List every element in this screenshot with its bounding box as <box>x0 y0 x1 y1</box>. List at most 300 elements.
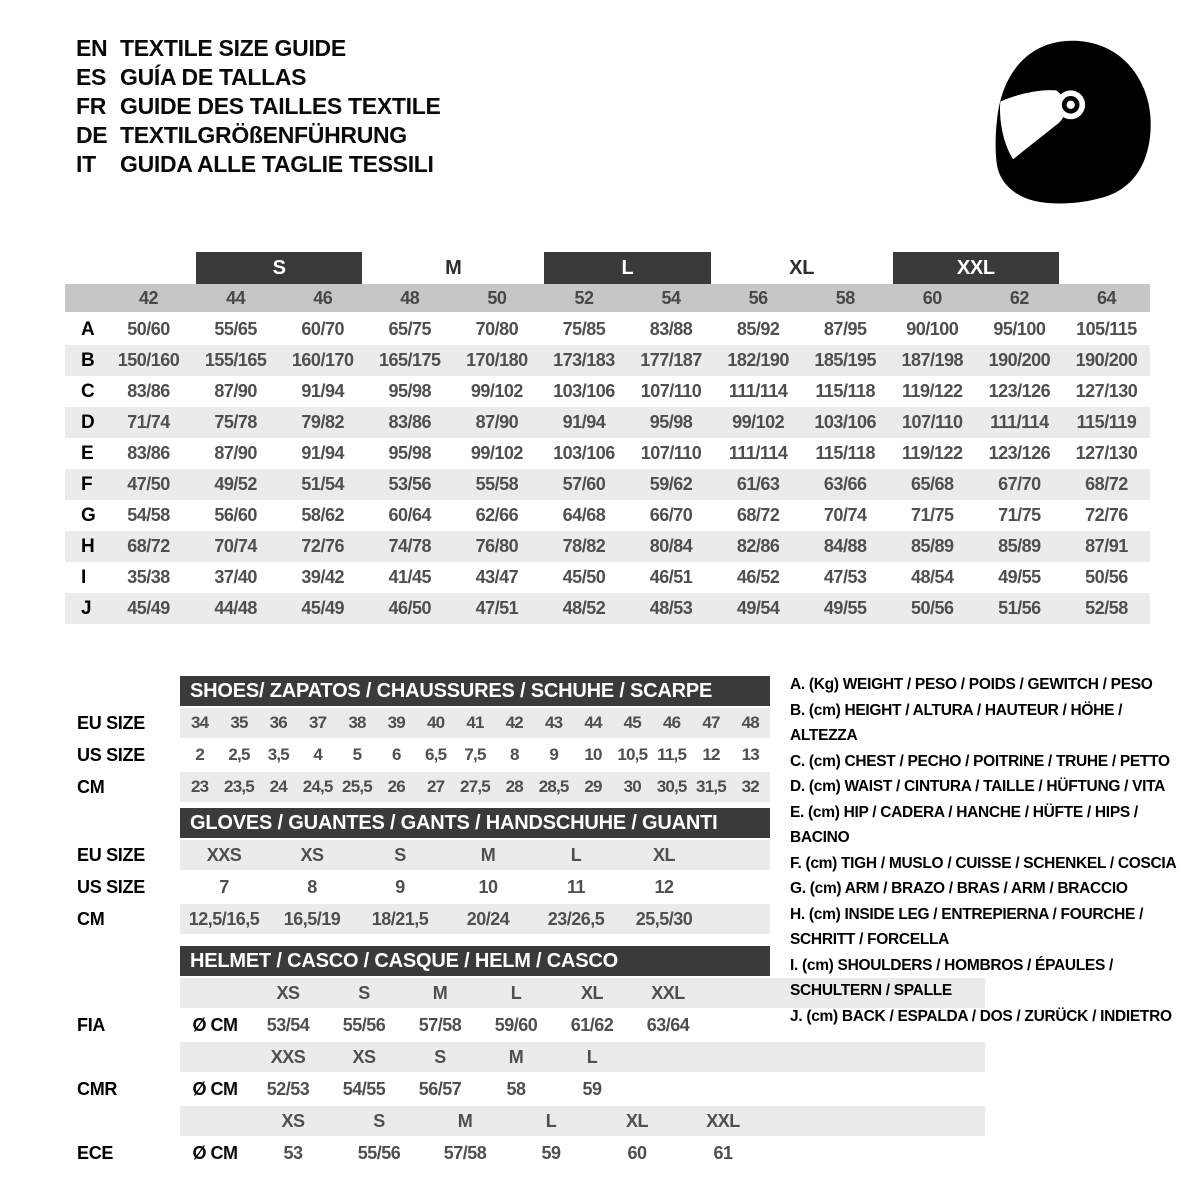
legend-item: F. (cm) TIGH / MUSLO / CUISSE / SCHENKEL / COSCIA <box>790 854 1177 872</box>
cell-value: 42 <box>505 713 523 732</box>
language-title: GUIDA ALLE TAGLIE TESSILI <box>120 151 434 177</box>
cell-value: 34 <box>191 713 209 732</box>
measure-value: 45/49 <box>301 598 344 618</box>
cell-value: 23,5 <box>224 777 254 796</box>
helmet-size-row <box>65 1106 1165 1136</box>
measure-value: 60/64 <box>388 505 432 525</box>
measure-value: 87/90 <box>475 412 519 432</box>
measure-row-e <box>65 438 1150 469</box>
cell-value: 12 <box>654 876 674 897</box>
row-band <box>180 708 770 738</box>
measure-letter: D <box>81 411 95 433</box>
cell-value: XL <box>652 844 675 865</box>
row-band <box>180 772 770 802</box>
measure-value: 87/90 <box>214 443 257 463</box>
measure-value: 51/54 <box>301 474 344 494</box>
cell-value: 27,5 <box>460 777 490 796</box>
row-label: CM <box>77 776 105 797</box>
helmet-value: 58 <box>506 1078 526 1099</box>
measure-value: 80/84 <box>649 536 693 556</box>
measure-value: 70/80 <box>475 319 519 339</box>
helmet-size-label: S <box>358 982 370 1003</box>
helmet-size-label: L <box>586 1046 598 1067</box>
measure-value: 47/50 <box>127 474 170 494</box>
measure-value: 71/75 <box>998 505 1041 525</box>
measure-row-j <box>65 593 1150 624</box>
helmet-value-row-ece <box>65 1138 1165 1168</box>
measure-value: 103/106 <box>553 443 615 463</box>
measure-row-d <box>65 407 1150 438</box>
cell-value: 6 <box>391 745 401 764</box>
cell-value: XS <box>300 844 324 865</box>
measure-value: 50/56 <box>911 598 954 618</box>
measure-value: 119/122 <box>902 381 963 401</box>
measure-value: 46/51 <box>649 567 693 587</box>
cell-value: 27 <box>427 777 445 796</box>
measure-letter: C <box>81 380 95 402</box>
measure-value: 111/114 <box>990 412 1049 432</box>
legend-item: A. (Kg) WEIGHT / PESO / POIDS / GEWITCH / PESO <box>790 676 1153 693</box>
row-label <box>65 1106 180 1136</box>
cell-value: 48 <box>741 713 759 732</box>
language-code: ES <box>76 64 107 90</box>
measure-letter: F <box>81 473 93 495</box>
helmet-value: 57/58 <box>443 1142 487 1163</box>
measure-value: 48/53 <box>649 598 693 618</box>
helmet-size-label: XL <box>625 1110 648 1131</box>
measure-value: 71/75 <box>911 505 954 525</box>
measure-row-g <box>65 500 1150 531</box>
size-number: 56 <box>748 287 768 308</box>
measure-value: 85/89 <box>998 536 1041 556</box>
helmet-size-band <box>180 1042 985 1072</box>
racing-helmet-icon <box>975 36 1160 204</box>
measure-value: 46/52 <box>736 567 780 587</box>
standard-label: FIA <box>77 1014 106 1035</box>
helmet-size-label: M <box>457 1110 473 1131</box>
language-title: TEXTILGRÖßENFÜHRUNG <box>120 122 407 148</box>
measure-row-h <box>65 531 1150 562</box>
size-number: 62 <box>1009 287 1029 308</box>
helmet-value: 55/56 <box>357 1142 401 1163</box>
helmet-value: 57/58 <box>418 1014 462 1035</box>
measure-value: 49/54 <box>736 598 780 618</box>
measure-letter: I <box>81 566 86 588</box>
measure-value: 72/76 <box>1085 505 1128 525</box>
legend-item: J. (cm) BACK / ESPALDA / DOS / ZURÜCK / INDIETRO <box>790 1007 1172 1025</box>
language-titles <box>76 34 441 179</box>
size-number: 64 <box>1096 287 1116 308</box>
cell-value: 16,5/19 <box>283 908 341 929</box>
cell-value: 43 <box>545 713 563 732</box>
helmet-size-label: XXL <box>706 1110 740 1131</box>
measure-value: 68/72 <box>127 536 170 556</box>
cell-value: 7 <box>219 876 229 897</box>
helmet-size-row <box>65 1042 1165 1072</box>
measure-value: 43/47 <box>475 567 519 587</box>
cell-value: 18/21,5 <box>371 908 429 929</box>
language-row <box>76 63 441 92</box>
row-label <box>65 1042 180 1072</box>
measure-value: 60/70 <box>301 319 344 339</box>
measure-value: 105/115 <box>1076 319 1137 339</box>
cell-value: L <box>570 844 582 865</box>
size-band-row <box>65 252 1150 284</box>
measure-value: 91/94 <box>562 412 606 432</box>
cell-value: 44 <box>584 713 602 732</box>
measure-value: 83/88 <box>649 319 693 339</box>
size-number: 58 <box>835 287 855 308</box>
cell-value: 3,5 <box>267 745 289 764</box>
measure-value: 46/50 <box>388 598 432 618</box>
measure-value: 49/55 <box>998 567 1041 587</box>
measure-value: 182/190 <box>727 350 789 370</box>
measure-value: 107/110 <box>640 443 702 463</box>
measure-value: 95/98 <box>388 381 432 401</box>
helmet-value: 53 <box>283 1142 303 1163</box>
measure-value: 55/65 <box>214 319 257 339</box>
helmet-value-band <box>180 1138 770 1168</box>
helmet-value: 59/60 <box>494 1014 538 1035</box>
measure-value: 44/48 <box>214 598 257 618</box>
cell-value: 5 <box>352 745 362 764</box>
measure-value: 67/70 <box>998 474 1041 494</box>
measure-value: 83/86 <box>388 412 432 432</box>
measure-value: 83/86 <box>127 381 170 401</box>
row-band <box>180 840 770 870</box>
measure-value: 103/106 <box>814 412 876 432</box>
cell-value: 31,5 <box>696 777 726 796</box>
measure-value: 50/56 <box>1085 567 1128 587</box>
helmet-value: 55/56 <box>342 1014 386 1035</box>
measure-value: 63/66 <box>823 474 867 494</box>
measure-value: 79/82 <box>301 412 344 432</box>
size-number: 60 <box>922 287 942 308</box>
measure-value: 87/91 <box>1085 536 1128 556</box>
measure-value: 111/114 <box>728 381 788 401</box>
helmet-value: 63/64 <box>646 1014 690 1035</box>
cell-value: 26 <box>387 777 405 796</box>
measure-value: 155/165 <box>204 350 267 370</box>
measure-letter: J <box>81 597 92 619</box>
measure-value: 49/52 <box>214 474 257 494</box>
measure-value: 99/102 <box>470 443 523 463</box>
size-band-label-xl: XL <box>789 256 815 279</box>
measure-value: 95/100 <box>993 319 1046 339</box>
helmet-size-label: L <box>545 1110 557 1131</box>
measure-value: 127/130 <box>1075 443 1138 463</box>
measure-value: 91/94 <box>301 443 344 463</box>
helmet-value: 54/55 <box>342 1078 386 1099</box>
measure-value: 107/110 <box>640 381 702 401</box>
unit-label: Ø CM <box>192 1078 238 1099</box>
cell-value: 29 <box>584 777 602 796</box>
size-number: 54 <box>661 287 681 308</box>
measure-value: 187/198 <box>901 350 964 370</box>
measure-value: 75/78 <box>214 412 257 432</box>
cell-value: 8 <box>307 876 317 897</box>
cell-value: 47 <box>702 713 720 732</box>
cell-value: S <box>394 844 406 865</box>
row-label <box>65 978 180 1008</box>
measure-value: 56/60 <box>214 505 257 525</box>
measure-value: 160/170 <box>291 350 354 370</box>
measure-value: 47/51 <box>475 598 519 618</box>
measure-value: 82/86 <box>736 536 780 556</box>
measure-value: 87/95 <box>823 319 867 339</box>
measure-value: 71/74 <box>127 412 170 432</box>
cell-value: 30 <box>623 777 641 796</box>
cell-value: 28,5 <box>538 777 569 796</box>
measure-value: 185/195 <box>814 350 876 370</box>
helmet-size-label: XS <box>281 1110 305 1131</box>
measure-value: 84/88 <box>823 536 867 556</box>
measure-value: 47/53 <box>823 567 867 587</box>
cell-value: 25,5/30 <box>635 908 693 929</box>
row-band <box>180 740 770 770</box>
cell-value: 12 <box>702 745 720 764</box>
helmet-size-label: M <box>432 982 448 1003</box>
legend-item: I. (cm) SHOULDERS / HOMBROS / ÉPAULES / SCHULTERN / SPALLE <box>790 956 1114 999</box>
measure-value: 91/94 <box>301 381 344 401</box>
language-code: IT <box>76 151 96 177</box>
cell-value: 46 <box>663 713 681 732</box>
measure-row-b <box>65 345 1150 376</box>
helmet-size-label: S <box>434 1046 446 1067</box>
measure-value: 165/175 <box>379 350 441 370</box>
measure-value: 95/98 <box>388 443 432 463</box>
size-band-label-l: L <box>544 252 710 284</box>
cell-value: 20/24 <box>466 908 510 929</box>
standard-label: CMR <box>77 1078 118 1099</box>
measure-value: 107/110 <box>902 412 963 432</box>
measure-value: 54/58 <box>127 505 170 525</box>
language-row <box>76 92 441 121</box>
helmet-value: 59 <box>582 1078 602 1099</box>
legend-item: D. (cm) WAIST / CINTURA / TAILLE / HÜFTUNG / VITA <box>790 778 1166 795</box>
measure-value: 87/90 <box>214 381 257 401</box>
cell-value: 12,5/16,5 <box>188 908 260 929</box>
row-label: US SIZE <box>77 876 145 897</box>
measurement-legend <box>790 672 1182 1029</box>
measure-value: 173/183 <box>553 350 615 370</box>
cell-value: 45 <box>623 713 641 732</box>
row-label: EU SIZE <box>77 712 145 733</box>
measure-value: 95/98 <box>649 412 693 432</box>
cell-value: 9 <box>549 745 558 764</box>
cell-value: 4 <box>313 745 322 764</box>
measure-value: 115/118 <box>815 443 875 463</box>
size-band-label-m: M <box>445 256 462 279</box>
cell-value: 36 <box>269 713 287 732</box>
measure-value: 53/56 <box>388 474 432 494</box>
main-size-table <box>65 252 1150 624</box>
measure-value: 123/126 <box>988 381 1051 401</box>
size-number: 52 <box>574 287 594 308</box>
shoes-title-bar: SHOES/ ZAPATOS / CHAUSSURES / SCHUHE / SCARPE <box>180 676 770 706</box>
language-title: GUÍA DE TALLAS <box>120 64 307 90</box>
cell-value: 7,5 <box>464 745 486 764</box>
measure-value: 103/106 <box>553 381 615 401</box>
language-code: FR <box>76 93 107 119</box>
cell-value: 23/26,5 <box>547 908 605 929</box>
measure-value: 90/100 <box>906 319 959 339</box>
cell-value: 40 <box>427 713 445 732</box>
measure-value: 65/68 <box>911 474 954 494</box>
helmet-size-label: M <box>508 1046 524 1067</box>
legend-item: C. (cm) CHEST / PECHO / POITRINE / TRUHE / PETTO <box>790 752 1170 770</box>
size-number: 44 <box>226 287 246 308</box>
helmet-size-label: L <box>510 982 522 1003</box>
size-number: 48 <box>400 287 420 308</box>
measure-value: 39/42 <box>301 567 344 587</box>
row-band <box>180 904 770 934</box>
cell-value: 35 <box>230 713 248 732</box>
measure-value: 66/70 <box>649 505 693 525</box>
language-code: EN <box>76 35 108 61</box>
language-row <box>76 150 441 179</box>
size-number: 42 <box>139 287 159 308</box>
legend-item: H. (cm) INSIDE LEG / ENTREPIERNA / FOURCHE / SCHRITT / FORCELLA <box>790 905 1144 948</box>
measure-value: 111/114 <box>728 443 788 463</box>
measure-value: 70/74 <box>214 536 257 556</box>
cell-value: 30,5 <box>656 777 687 796</box>
helmet-size-label: XS <box>352 1046 376 1067</box>
cell-value: 11,5 <box>657 745 687 764</box>
helmet-size-label: XXL <box>651 982 685 1003</box>
size-number: 50 <box>487 287 507 308</box>
measure-value: 115/118 <box>815 381 875 401</box>
measure-value: 115/119 <box>1076 412 1137 432</box>
cell-value: 23 <box>191 777 209 796</box>
cell-value: 6,5 <box>425 745 447 764</box>
size-number: 46 <box>313 287 333 308</box>
measure-row-c <box>65 376 1150 407</box>
measure-value: 50/60 <box>127 319 170 339</box>
measure-value: 170/180 <box>466 350 528 370</box>
measure-value: 76/80 <box>475 536 519 556</box>
helmet-value-row-cmr <box>65 1074 1165 1104</box>
language-code: DE <box>76 122 108 148</box>
cell-value: 28 <box>505 777 523 796</box>
measure-row-i <box>65 562 1150 593</box>
gloves-title-bar: GLOVES / GUANTES / GANTS / HANDSCHUHE / GUANTI <box>180 808 770 838</box>
measure-value: 85/92 <box>736 319 780 339</box>
measure-letter: H <box>81 535 95 557</box>
measure-value: 190/200 <box>988 350 1051 370</box>
helmet-value: 61 <box>713 1142 733 1163</box>
measure-value: 41/45 <box>388 567 432 587</box>
row-label: EU SIZE <box>77 844 145 865</box>
size-band-label-s: S <box>196 252 362 284</box>
measure-value: 99/102 <box>732 412 785 432</box>
cell-value: 10,5 <box>617 745 648 764</box>
cell-value: M <box>480 844 496 865</box>
measure-value: 35/38 <box>127 567 170 587</box>
helmet-value: 60 <box>627 1142 647 1163</box>
measure-value: 62/66 <box>475 505 519 525</box>
measure-value: 59/62 <box>649 474 693 494</box>
measure-value: 48/52 <box>562 598 606 618</box>
cell-value: 39 <box>387 713 405 732</box>
row-band <box>180 872 770 902</box>
helmet-size-band <box>180 1106 985 1136</box>
measure-row-a <box>65 314 1150 345</box>
measure-value: 78/82 <box>562 536 606 556</box>
measure-value: 74/78 <box>388 536 432 556</box>
measure-value: 150/160 <box>117 350 180 370</box>
row-label: US SIZE <box>77 744 145 765</box>
unit-label: Ø CM <box>192 1142 238 1163</box>
measure-value: 57/60 <box>562 474 606 494</box>
legend-item: G. (cm) ARM / BRAZO / BRAS / ARM / BRACCIO <box>790 880 1128 897</box>
helmet-value: 52/53 <box>266 1078 310 1099</box>
measure-value: 75/85 <box>562 319 606 339</box>
language-title: TEXTILE SIZE GUIDE <box>120 35 346 61</box>
measure-value: 37/40 <box>214 567 257 587</box>
measure-value: 127/130 <box>1075 381 1138 401</box>
measure-letter: E <box>81 442 94 464</box>
cell-value: 38 <box>348 713 366 732</box>
measure-value: 70/74 <box>823 505 867 525</box>
measure-value: 123/126 <box>988 443 1051 463</box>
measure-value: 68/72 <box>736 505 780 525</box>
measure-value: 58/62 <box>301 505 344 525</box>
measure-value: 177/187 <box>640 350 702 370</box>
cell-value: 2 <box>195 745 204 764</box>
measure-value: 190/200 <box>1075 350 1138 370</box>
helmet-value: 59 <box>541 1142 561 1163</box>
measure-value: 99/102 <box>470 381 523 401</box>
helmet-value: 53/54 <box>266 1014 310 1035</box>
helmet-size-label: XL <box>580 982 603 1003</box>
measure-letter: A <box>81 318 95 340</box>
cell-value: 25,5 <box>342 777 372 796</box>
measure-value: 45/49 <box>127 598 170 618</box>
cell-value: 41 <box>466 713 484 732</box>
measure-value: 68/72 <box>1085 474 1128 494</box>
size-band-label-xxl: XXL <box>893 252 1059 284</box>
measure-value: 48/54 <box>911 567 954 587</box>
language-title: GUIDE DES TAILLES TEXTILE <box>120 93 441 119</box>
measure-value: 61/63 <box>736 474 780 494</box>
helmet-value-band <box>180 1010 770 1040</box>
size-number-row <box>65 284 1150 312</box>
helmet-size-label: S <box>373 1110 385 1131</box>
helmet-value-band <box>180 1074 770 1104</box>
helmet-size-label: XXS <box>270 1046 306 1067</box>
helmet-size-label: XS <box>276 982 300 1003</box>
legend-item: B. (cm) HEIGHT / ALTURA / HAUTEUR / HÖHE / ALTEZZA <box>790 701 1123 744</box>
cell-value: 24,5 <box>302 777 333 796</box>
standard-label: ECE <box>77 1142 114 1163</box>
measure-value: 65/75 <box>388 319 432 339</box>
row-label: CM <box>77 908 105 929</box>
cell-value: 37 <box>309 713 327 732</box>
unit-label: Ø CM <box>192 1014 238 1035</box>
measure-letter: G <box>81 504 96 526</box>
measure-value: 83/86 <box>127 443 170 463</box>
cell-value: 32 <box>741 777 759 796</box>
cell-value: 10 <box>478 876 498 897</box>
measure-value: 85/89 <box>911 536 954 556</box>
measure-value: 45/50 <box>562 567 606 587</box>
measure-value: 49/55 <box>823 598 867 618</box>
cell-value: 9 <box>395 876 405 897</box>
measure-value: 72/76 <box>301 536 344 556</box>
cell-value: 10 <box>584 745 602 764</box>
cell-value: 24 <box>269 777 287 796</box>
